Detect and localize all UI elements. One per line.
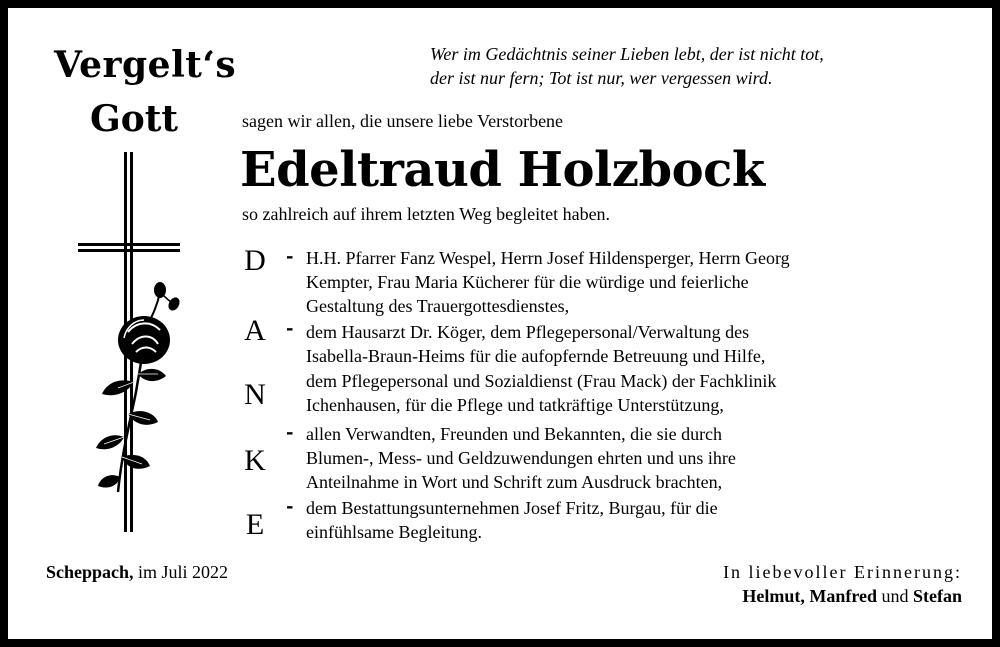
title-line-1: Vergelt‘s [54,44,237,86]
quote-line-1: Wer im Gedächtnis seiner Lieben lebt, der ist nicht tot, [430,44,824,64]
thanks-line: dem Hausarzt Dr. Köger, dem Pflegepersonal/Verwaltung des [306,322,750,342]
title-line-2: Gott [90,98,179,140]
danke-letter-k: K [244,444,266,477]
thanks-line: Blumen-, Mess- und Geldzuwendungen ehrten und uns ihre [306,448,736,468]
thanks-line: allen Verwandten, Freunden und Bekannten, die sie durch [306,424,723,444]
names-part-b: Stefan [913,586,962,606]
obituary-card [8,8,992,639]
thanks-line: einfühlsame Begleitung. [306,522,482,542]
thanks-line: Ichenhausen, für die Pflege und tatkräftige Unterstützung, [306,395,724,415]
date-text: im Juli 2022 [133,562,229,582]
names-and: und [877,586,913,606]
thanks-line: Anteilnahme in Wort und Schrift zum Ausdruck brachten, [306,472,723,492]
bullet-dash: - [286,246,294,267]
subline-text: so zahlreich auf ihrem letzten Weg begleitet haben. [242,204,611,224]
thanks-line: dem Bestattungsunternehmen Josef Fritz, Burgau, für die [306,498,718,518]
names-part-a: Helmut, Manfred [742,586,877,606]
bullet-dash: - [286,496,294,517]
thanks-line: Kempter, Frau Maria Kücherer für die würdige und feierliche [306,272,749,292]
danke-letter-a: A [244,314,266,347]
cross-with-rose-icon [78,152,188,532]
place-date [46,562,228,583]
memory-text: In liebevoller Erinnerung: [723,562,962,582]
thanks-line: H.H. Pfarrer Fanz Wespel, Herrn Josef Hildensperger, Herrn Georg [306,248,790,268]
danke-letter-e: E [245,508,265,541]
thanks-line: Gestaltung des Trauergottesdienstes, [306,296,570,316]
family-names [742,586,962,607]
intro-text: sagen wir allen, die unsere liebe Verstorbene [242,111,564,131]
place-name: Scheppach, [46,562,134,582]
quote-line-2: der ist nur fern; Tot ist nur, wer vergessen wird. [430,68,773,88]
deceased-name: Edeltraud Holzbock [240,142,765,198]
thanks-line: Isabella-Braun-Heims für die aufopfernde Betreuung und Hilfe, [306,346,766,366]
thanks-line: dem Pflegepersonal und Sozialdienst (Frau Mack) der Fachklinik [306,371,777,391]
bullet-dash: - [286,422,294,443]
danke-letter-d: D [244,244,266,277]
danke-letter-n: N [244,378,266,411]
bullet-dash: - [286,318,294,339]
